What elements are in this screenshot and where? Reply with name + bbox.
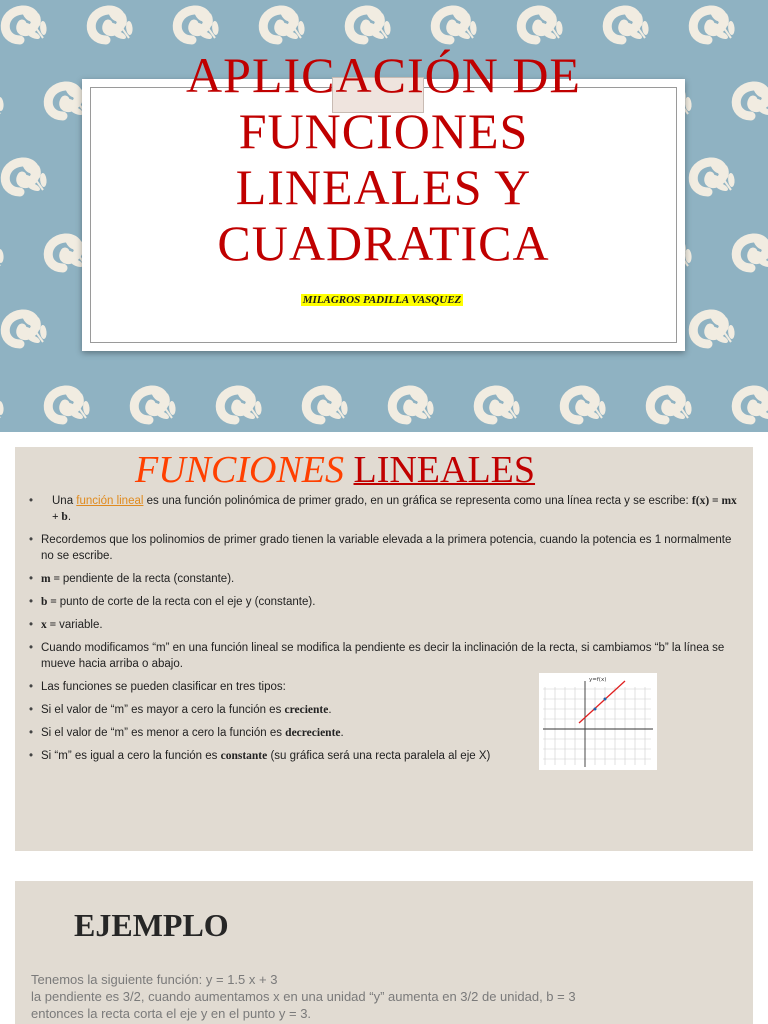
title-slide [0, 0, 768, 432]
slide-title [82, 47, 685, 271]
bullet-item: • b = punto de corte de la recta con el eje y (constante). [27, 594, 745, 610]
graph-point [604, 698, 607, 701]
graph-svg [539, 673, 657, 770]
example-line: Tenemos la siguiente función: y = 1.5 x + 3 [31, 972, 278, 987]
title-line: CUADRATICA [217, 215, 550, 271]
bullet-item: • m = pendiente de la recta (constante). [27, 571, 745, 587]
example-slide [15, 881, 753, 1024]
bullet-item: • Cuando modificamos “m” en una función lineal se modifica la pendiente es decir la inclinación de la recta, si cambiamos “b” la línea se mueve hacia arriba o abajo. [27, 640, 745, 672]
graph-axis-label: y=f(x) [589, 677, 607, 683]
bullet-item: • Si el valor de “m” es menor a cero la función es decreciente. [27, 725, 745, 741]
title-line: FUNCIONES [238, 103, 529, 159]
bullet-item: • x = variable. [27, 617, 745, 633]
bullet-item: • Una función lineal es una función polinómica de primer grado, en un gráfica se representa como una línea recta y se escribe: f(x) = mx + b. [27, 493, 745, 525]
bullet-item: • Las funciones se pueden clasificar en tres tipos: [27, 679, 745, 695]
leaf [0, 249, 4, 264]
graph-grid [543, 687, 651, 765]
example-line: la pendiente es 3/2, cuando aumentamos x en una unidad “y” aumenta en 3/2 de unidad, b = 3 [31, 989, 576, 1004]
linear-functions-slide [15, 447, 753, 851]
example-line: entonces la recta corta el eje y en el punto y = 3. [31, 1006, 312, 1021]
leaf-sprig [0, 382, 10, 425]
leaf-sprig [0, 78, 10, 121]
heading-word-functions: FUNCIONES [135, 449, 344, 491]
bullet-item: • Recordemos que los polinomios de primer grado tienen la variable elevada a la primera potencia, cuando la potencia es 1 normalmente no se escribe. [27, 532, 745, 564]
bullet-item: • Si el valor de “m” es mayor a cero la función es creciente. [27, 702, 745, 718]
author-name: MILAGROS PADILLA VASQUEZ [302, 294, 462, 306]
bullet-item: • Si “m” es igual a cero la función es constante (su gráfica será una recta paralela al eje X) [27, 748, 745, 764]
graph-line [579, 681, 625, 723]
graph-point [594, 708, 597, 711]
definition-link[interactable]: función lineal [76, 495, 144, 507]
example-text [31, 971, 741, 1022]
formula: f(x) = mx + b [52, 495, 737, 523]
title-line: LINEALES Y [235, 159, 532, 215]
leaf [0, 97, 4, 112]
title-card [82, 47, 685, 351]
leaf-sprig [0, 230, 10, 273]
title-line: APLICACIÓN DE [186, 47, 581, 103]
leaf [0, 401, 4, 416]
slide-heading [135, 447, 535, 493]
linear-graph-image [539, 673, 657, 770]
heading-word-linear: LINEALES [353, 449, 536, 491]
slide-heading: EJEMPLO [74, 907, 229, 943]
